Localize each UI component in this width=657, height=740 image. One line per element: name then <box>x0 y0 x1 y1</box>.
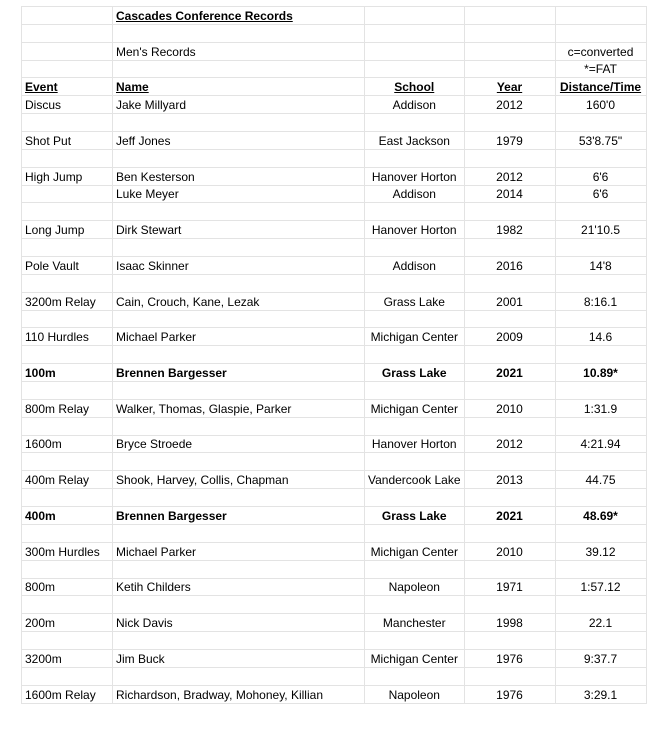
record-row <box>22 328 647 346</box>
spacer-row <box>22 382 647 400</box>
record-mark[interactable]: 53'8.75" <box>555 132 646 150</box>
record-year[interactable]: 1971 <box>464 578 555 596</box>
sheet-subtitle[interactable]: Men's Records <box>113 42 365 60</box>
record-school[interactable]: Grass Lake <box>365 364 465 382</box>
record-mark[interactable]: 6'6 <box>555 167 646 185</box>
record-event[interactable]: 110 Hurdles <box>22 328 113 346</box>
records-sheet <box>21 6 647 704</box>
spacer-row <box>22 417 647 435</box>
record-school[interactable]: Michigan Center <box>365 328 465 346</box>
record-row <box>22 578 647 596</box>
record-year[interactable]: 2009 <box>464 328 555 346</box>
record-row <box>22 96 647 114</box>
record-year[interactable]: 2021 <box>464 507 555 525</box>
record-school[interactable]: East Jackson <box>365 132 465 150</box>
record-year[interactable]: 2012 <box>464 167 555 185</box>
record-event[interactable]: 100m <box>22 364 113 382</box>
spacer-row <box>22 453 647 471</box>
header-year[interactable]: Year <box>464 78 555 96</box>
record-year[interactable]: 1976 <box>464 685 555 703</box>
record-row <box>22 292 647 310</box>
note-converted[interactable]: c=converted <box>555 42 646 60</box>
record-name[interactable]: Brennen Bargesser <box>113 364 365 382</box>
record-school[interactable]: Michigan Center <box>365 399 465 417</box>
note-row <box>22 60 647 78</box>
record-mark[interactable]: 39.12 <box>555 542 646 560</box>
record-row <box>22 542 647 560</box>
record-name[interactable]: Ben Kesterson <box>113 167 365 185</box>
record-row <box>22 221 647 239</box>
spacer-row <box>22 274 647 292</box>
record-event[interactable]: Discus <box>22 96 113 114</box>
record-name[interactable]: Michael Parker <box>113 328 365 346</box>
record-school[interactable]: Manchester <box>365 614 465 632</box>
record-event[interactable]: 1600m <box>22 435 113 453</box>
record-school[interactable]: Addison <box>365 96 465 114</box>
record-year[interactable]: 2014 <box>464 185 555 203</box>
header-row <box>22 78 647 96</box>
record-row <box>22 132 647 150</box>
record-row <box>22 507 647 525</box>
record-school[interactable]: Hanover Horton <box>365 435 465 453</box>
spacer-row <box>22 596 647 614</box>
record-event[interactable]: Pole Vault <box>22 257 113 275</box>
record-event[interactable]: High Jump <box>22 167 113 185</box>
record-year[interactable]: 2016 <box>464 257 555 275</box>
record-school[interactable]: Grass Lake <box>365 292 465 310</box>
record-row <box>22 614 647 632</box>
record-school[interactable]: Michigan Center <box>365 649 465 667</box>
record-mark[interactable]: 3:29.1 <box>555 685 646 703</box>
sheet-title[interactable]: Cascades Conference Records <box>113 7 365 25</box>
record-event[interactable]: 300m Hurdles <box>22 542 113 560</box>
spacer-row <box>22 346 647 364</box>
record-mark[interactable]: 14'8 <box>555 257 646 275</box>
record-year[interactable]: 2001 <box>464 292 555 310</box>
record-event[interactable]: 400m Relay <box>22 471 113 489</box>
record-mark[interactable]: 160'0 <box>555 96 646 114</box>
note-fat[interactable]: *=FAT <box>555 60 646 78</box>
record-school[interactable]: Vandercook Lake <box>365 471 465 489</box>
record-event[interactable]: 800m Relay <box>22 399 113 417</box>
record-row <box>22 399 647 417</box>
record-row <box>22 685 647 703</box>
spacer-row <box>22 560 647 578</box>
record-school[interactable]: Hanover Horton <box>365 221 465 239</box>
record-name[interactable]: Jeff Jones <box>113 132 365 150</box>
record-school[interactable]: Hanover Horton <box>365 167 465 185</box>
record-name[interactable]: Richardson, Bradway, Mohoney, Killian <box>113 685 365 703</box>
record-year[interactable]: 1979 <box>464 132 555 150</box>
record-name[interactable]: Ketih Childers <box>113 578 365 596</box>
record-mark[interactable]: 8:16.1 <box>555 292 646 310</box>
record-year[interactable]: 2012 <box>464 96 555 114</box>
header-distance-time[interactable]: Distance/Time <box>555 78 646 96</box>
record-mark[interactable]: 4:21.94 <box>555 435 646 453</box>
record-row <box>22 167 647 185</box>
record-mark[interactable]: 21'10.5 <box>555 221 646 239</box>
spacer-row <box>22 524 647 542</box>
record-row <box>22 257 647 275</box>
record-year[interactable]: 2010 <box>464 542 555 560</box>
record-school[interactable]: Napoleon <box>365 578 465 596</box>
record-name[interactable]: Nick Davis <box>113 614 365 632</box>
record-name[interactable]: Isaac Skinner <box>113 257 365 275</box>
spacer-row <box>22 114 647 132</box>
spacer-row <box>22 24 647 42</box>
record-event[interactable]: 800m <box>22 578 113 596</box>
record-name[interactable]: Walker, Thomas, Glaspie, Parker <box>113 399 365 417</box>
record-name[interactable]: Luke Meyer <box>113 185 365 203</box>
record-mark[interactable]: 10.89* <box>555 364 646 382</box>
record-mark[interactable]: 1:57.12 <box>555 578 646 596</box>
record-name[interactable]: Cain, Crouch, Kane, Lezak <box>113 292 365 310</box>
spacer-row <box>22 149 647 167</box>
record-year[interactable]: 2021 <box>464 364 555 382</box>
record-row <box>22 435 647 453</box>
record-mark[interactable]: 48.69* <box>555 507 646 525</box>
record-school[interactable]: Addison <box>365 185 465 203</box>
record-row <box>22 471 647 489</box>
header-school[interactable]: School <box>365 78 465 96</box>
record-event[interactable]: Shot Put <box>22 132 113 150</box>
spacer-row <box>22 203 647 221</box>
record-school[interactable]: Napoleon <box>365 685 465 703</box>
record-event[interactable]: 1600m Relay <box>22 685 113 703</box>
record-school[interactable]: Michigan Center <box>365 542 465 560</box>
record-school[interactable]: Grass Lake <box>365 507 465 525</box>
record-mark[interactable]: 1:31.9 <box>555 399 646 417</box>
record-name[interactable]: Brennen Bargesser <box>113 507 365 525</box>
record-name[interactable]: Bryce Stroede <box>113 435 365 453</box>
record-name[interactable]: Dirk Stewart <box>113 221 365 239</box>
record-name[interactable]: Michael Parker <box>113 542 365 560</box>
record-row <box>22 185 647 203</box>
header-name[interactable]: Name <box>113 78 365 96</box>
record-row <box>22 649 647 667</box>
record-year[interactable]: 1976 <box>464 649 555 667</box>
record-year[interactable]: 2012 <box>464 435 555 453</box>
record-school[interactable]: Addison <box>365 257 465 275</box>
record-name[interactable]: Jim Buck <box>113 649 365 667</box>
record-year[interactable]: 1998 <box>464 614 555 632</box>
record-event[interactable]: 400m <box>22 507 113 525</box>
record-event[interactable]: 3200m <box>22 649 113 667</box>
record-mark[interactable]: 6'6 <box>555 185 646 203</box>
header-event[interactable]: Event <box>22 78 113 96</box>
record-year[interactable]: 2010 <box>464 399 555 417</box>
spacer-row <box>22 310 647 328</box>
record-event[interactable]: 3200m Relay <box>22 292 113 310</box>
record-event[interactable]: Long Jump <box>22 221 113 239</box>
subtitle-row <box>22 42 647 60</box>
title-row <box>22 7 647 25</box>
record-mark[interactable]: 9:37.7 <box>555 649 646 667</box>
record-event[interactable]: 200m <box>22 614 113 632</box>
record-year[interactable]: 1982 <box>464 221 555 239</box>
spacer-row <box>22 632 647 650</box>
spacer-row <box>22 489 647 507</box>
spacer-row <box>22 667 647 685</box>
record-event[interactable] <box>22 185 113 203</box>
record-name[interactable]: Shook, Harvey, Collis, Chapman <box>113 471 365 489</box>
record-year[interactable]: 2013 <box>464 471 555 489</box>
record-mark[interactable]: 44.75 <box>555 471 646 489</box>
spacer-row <box>22 239 647 257</box>
record-row <box>22 364 647 382</box>
record-mark[interactable]: 22.1 <box>555 614 646 632</box>
record-name[interactable]: Jake Millyard <box>113 96 365 114</box>
record-mark[interactable]: 14.6 <box>555 328 646 346</box>
